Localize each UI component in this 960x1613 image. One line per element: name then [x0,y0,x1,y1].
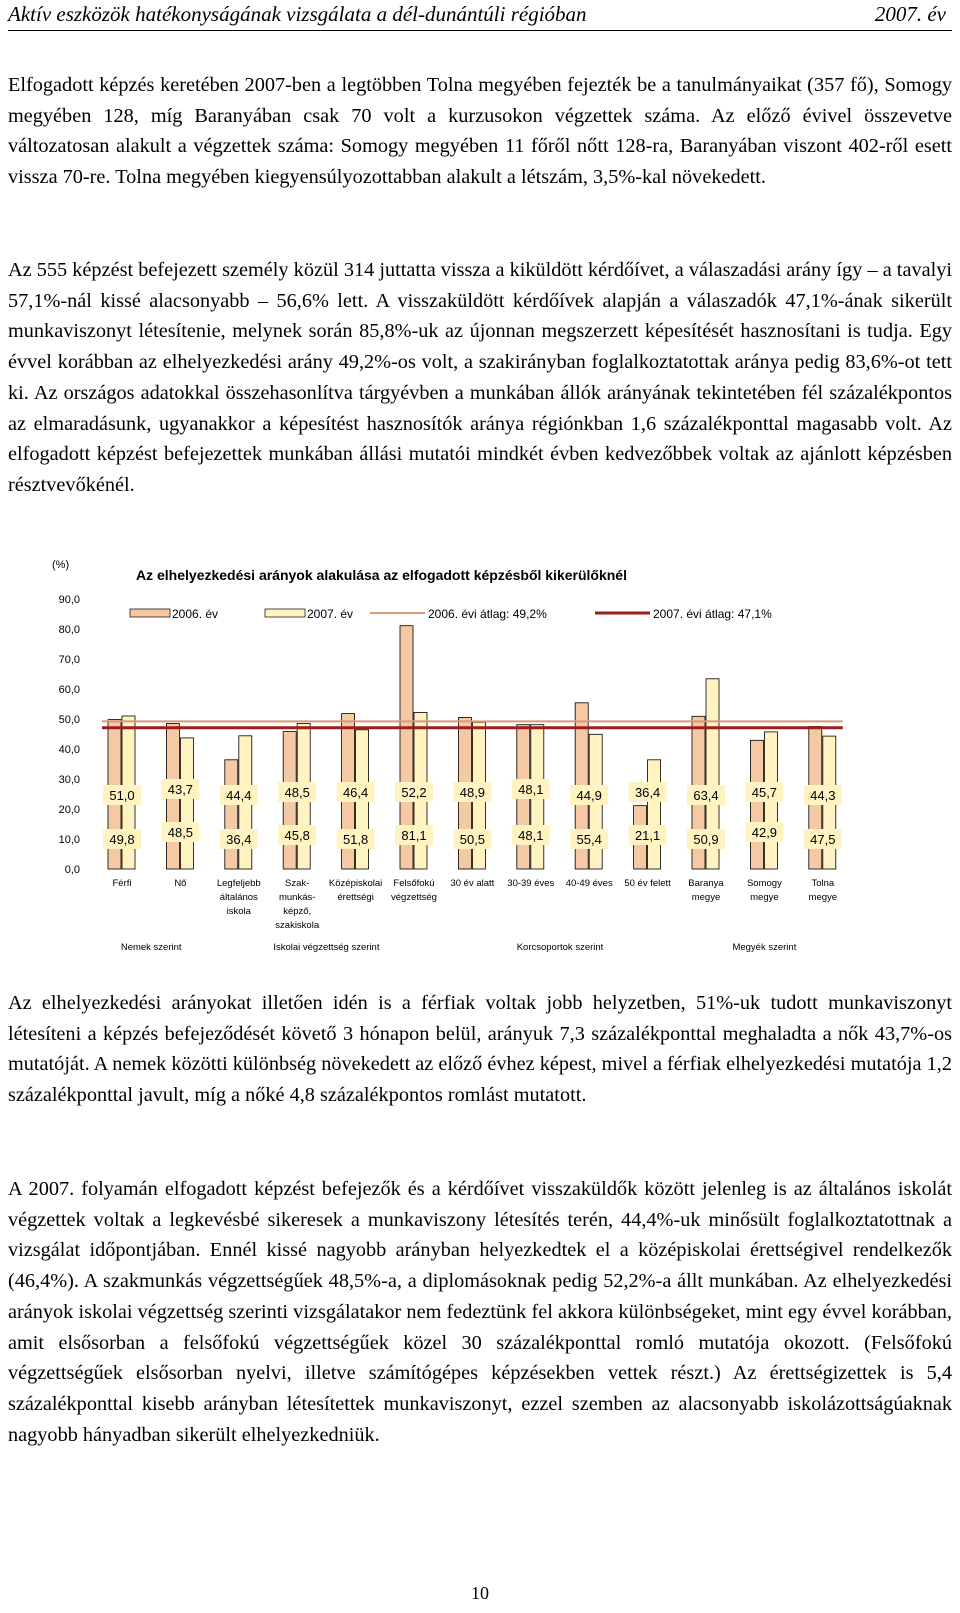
value-label-2007: 44,3 [810,788,836,803]
value-label-2007: 48,5 [284,785,310,800]
x-axis-labels [113,878,838,931]
y-tick-label: 90,0 [58,594,80,606]
group-label: Nemek szerint [120,942,182,953]
y-tick-label: 20,0 [58,804,80,816]
value-label-2006: 42,9 [751,825,778,840]
page-header [8,0,952,31]
y-tick-label: 50,0 [58,714,80,726]
value-label-2007: 52,2 [401,785,427,800]
paragraph-4: A 2007. folyamán elfogadott képzést befejezők és a kérdőívet visszaküldők között jelenleg is az általános iskolát végzettek voltak a legkevésbé sikeresek a munkaviszony létesítés terén, 44,4%-uk minősült foglalkoztatottnak a vizsgálat időpontjában. Ennél kissé nagyobb arányban helyezkedtek el a középiskolai érettségivel rendelkezők (46,4%). A szakmunkás végzettségűek 48,5%-a, a diplomásoknak pedig 52,2%-a állt munkában. Az elhelyezkedési arányok iskolai végzettség szerinti vizsgálatakor nem fedeztünk fel akkora különbségeket, mint egy évvel korábban, amit elsősorban a felsőfokú végzettségűek közel 30 százalékponttal romló mutatója okozott. (Felsőfokú végzettségűek elsősorban nyelvi, illetve számítógépes képzésekben vettek részt.) Az érettségizettek is 5,4 százalékponttal kisebb arányban létesítettek munkaviszonyt, ezzel szemben az alacsonyabb iskolázottságúaknak nagyobb hányadban sikerült elhelyezkedniük. [8,1178,952,1446]
x-tick-label: 30-39 éves [507,878,555,889]
legend-swatch-1 [265,609,305,617]
value-label-2006: 81,1 [401,828,427,843]
paragraph-3: Az elhelyezkedési arányokat illetően idén is a férfiak voltak jobb helyzetben, 51%-uk tudott munkaviszonyt létesíteni a képzés befejeződését követő 3 hónapon belül, arányuk 7,3 százalékponttal meghaladta a nők 43,7%-os mutatóját. A nemek közötti különbség növekedett az előző évhez képest, mivel a férfiak elhelyezkedési mutatója 1,2 százalékponttal javult, míg a nőké 4,8 százalékpontos romlást mutatott. [8,992,952,1107]
x-tick-label: 50 év felett [624,878,671,889]
group-labels [121,942,797,953]
x-tick-label: 30 év alatt [450,878,495,889]
legend-swatch-0 [130,609,170,617]
value-label-2006: 55,4 [576,832,602,847]
header-title: Aktív eszközök hatékonyságának vizsgálata a dél-dunántúli régióban [8,2,587,26]
header-year: 2007. év [874,2,946,26]
value-label-2006: 50,5 [459,832,486,847]
value-label-2007: 46,4 [342,785,369,800]
x-tick-label: Középiskolai érettségi [328,878,383,903]
y-axis-label: (%) [52,559,70,571]
value-label-2007: 48,1 [518,782,544,797]
x-tick-label: 40-49 éves [565,878,613,889]
y-tick-label: 80,0 [58,624,80,636]
x-tick-label: Baranya megye [688,878,724,903]
bar-2006 [225,760,238,869]
y-axis [59,594,80,876]
employment-rate-chart [40,552,900,962]
group-label: Iskolai végzettség szerint [273,942,380,953]
bar-2006 [750,740,763,869]
group-label: Korcsoportok szerint [516,942,604,953]
value-label-2006: 48,5 [167,825,194,840]
value-label-2006: 48,1 [518,828,544,843]
legend-label-0: 2006. év [172,607,219,621]
x-tick-label: Férfi [112,878,132,889]
value-label-2007: 36,4 [634,785,661,800]
group-label: Megyék szerint [732,942,797,953]
y-tick-label: 60,0 [58,684,80,696]
value-label-2007: 45,7 [751,785,778,800]
x-tick-label: Legfeljebb általános iskola [216,878,261,917]
value-label-2007: 63,4 [693,788,719,803]
paragraph-1: Elfogadott képzés keretében 2007-ben a legtöbben Tolna megyében fejezték be a tanulmányaikat (357 fő), Somogy megyében 128, míg Baranyában csak 70 volt a kurzusokon végzettek száma. Az előző évivel összevetve változatosan alakult a végzettek száma: Somogy megyében 11 főről nőtt 128-ra, Baranyában viszont 402-ről esett vissza 70-re. Tolna megyében kiegyensúlyozottabban alakult a létszám, 3,5%-kal növekedett. [8,74,952,189]
value-label-2007: 44,9 [576,788,602,803]
value-label-2006: 49,8 [109,832,135,847]
bar-2007 [648,760,661,869]
value-label-2006: 51,8 [342,832,369,847]
y-tick-label: 30,0 [58,774,80,786]
x-tick-label: Nő [174,878,187,889]
value-label-2006: 21,1 [634,828,661,843]
value-label-2007: 44,4 [226,788,252,803]
value-label-2007: 43,7 [167,782,194,797]
x-tick-label: Szak-munkás-képző, szakiskola [275,878,320,931]
value-label-2006: 50,9 [693,832,719,847]
chart-title: Az elhelyezkedési arányok alakulása az elfogadott képzésből kikerülőknél [136,567,627,583]
legend-label-3: 2007. évi átlag: 47,1% [653,607,772,621]
x-tick-label: Tolna megye [808,878,838,903]
bar-2007 [180,738,193,869]
paragraph-2: Az 555 képzést befejezett személy közül 314 juttatta vissza a kiküldött kérdőívet, a válaszadási arány így – a tavalyi 57,1%-nál kissé alacsonyabb – 56,6% lett. A visszaküldött kérdőívek alapján a válaszadók 47,1%-ának sikerült munkaviszonyt létesítenie, melynek során 85,8%-uk az újonnan megszerzett képesítését hasznosítani is tudja. Egy évvel korábban az elhelyezkedési arány 49,2%-os volt, a szakirányban foglalkoztatottak aránya pedig 83,6%-ot tett ki. Az országos adatokkal összehasonlítva tárgyévben a munkában állók arányának tekintetében fél százalékpontos az elmaradásunk, ugyanakkor a képesítést hasznosítók aránya régiónkban 1,6 százalékponttal magasabb volt. Az elfogadott képzést befejezettek munkában állási mutatói mindkét évben kedvezőbbek voltak az ajánlott képzésben résztvevőkénél. [8,259,952,496]
x-tick-label: Somogy megye [746,878,782,903]
x-tick-label: Felsőfokú végzettség [391,878,437,903]
legend-label-2: 2006. évi átlag: 49,2% [428,607,547,621]
y-tick-label: 70,0 [58,654,80,666]
value-label-2007: 48,9 [459,785,486,800]
chart-legend [130,607,772,621]
value-label-2007: 51,0 [109,788,135,803]
value-label-2006: 36,4 [226,832,252,847]
page-number: 10 [471,1583,489,1603]
value-label-2006: 45,8 [284,828,310,843]
value-label-2006: 47,5 [810,832,836,847]
y-tick-label: 40,0 [58,744,80,756]
legend-label-1: 2007. év [307,607,354,621]
y-tick-label: 0,0 [64,864,80,876]
y-tick-label: 10,0 [58,834,80,846]
